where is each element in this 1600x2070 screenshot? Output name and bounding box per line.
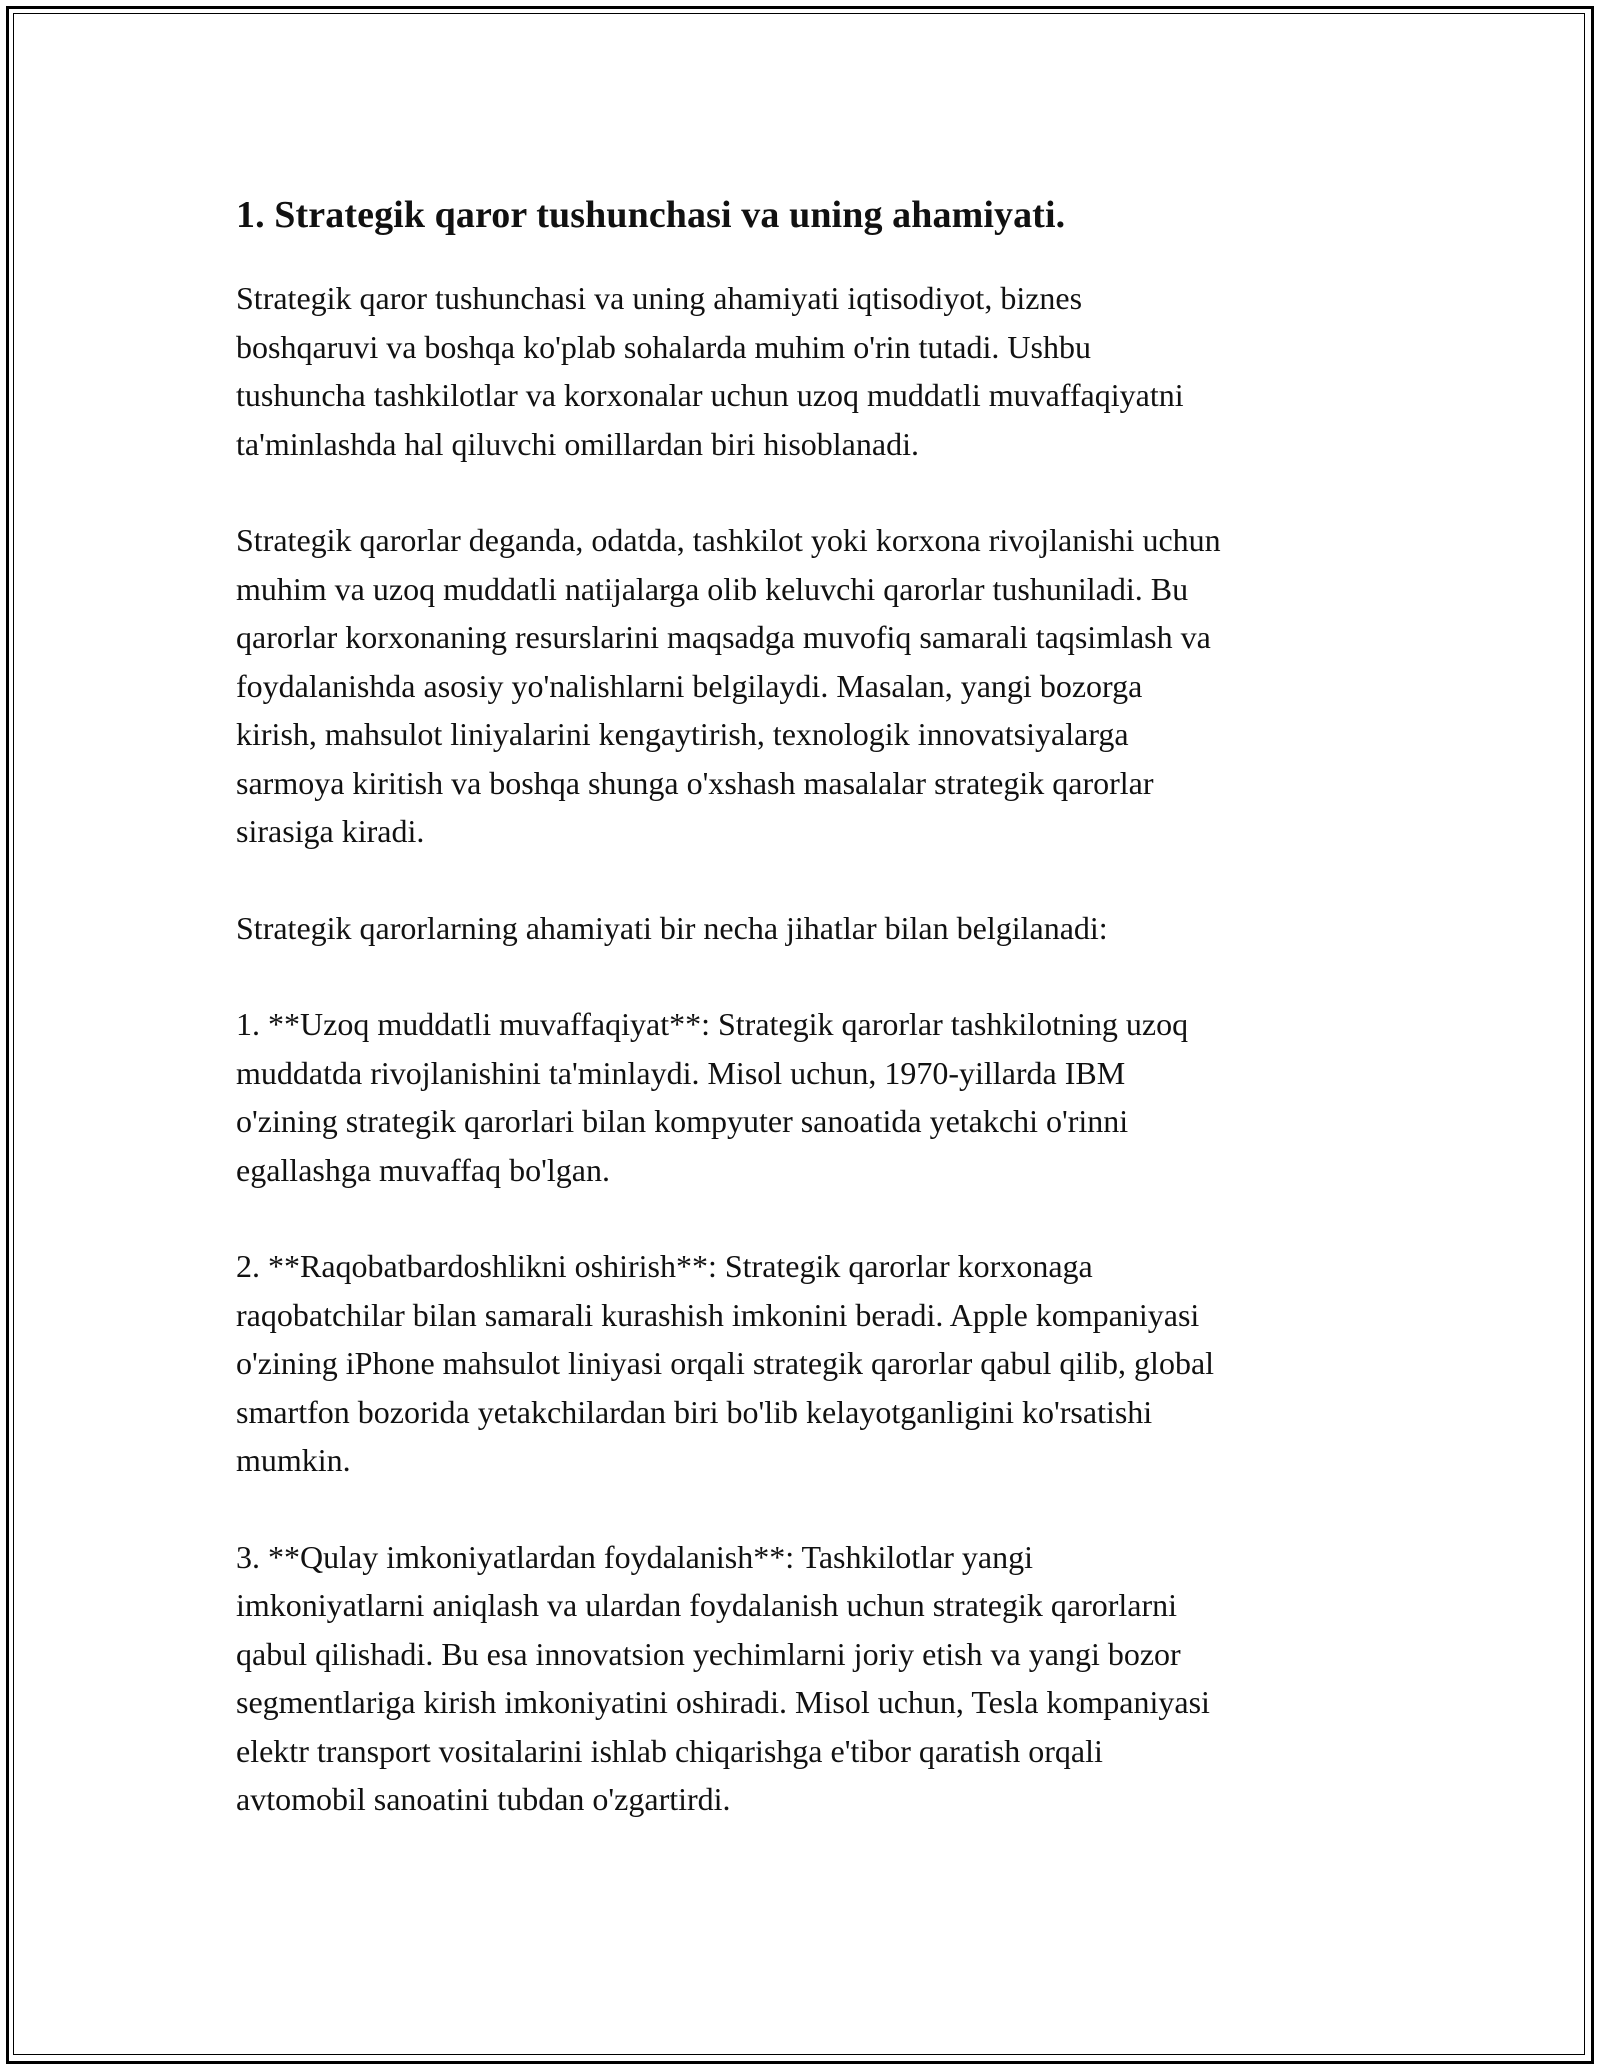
list-item-competitiveness: 2. **Raqobatbardoshlikni oshirish**: Strategik qarorlar korxonaga raqobatchilar bilan samarali kurashish imkonini beradi. Apple kompaniyasi o'zining iPhone mahsulot liniyasi orqali strategik qarorlar qabul qilib, global smartfon bozorida yetakchilardan biri bo'lib kelayotganligini ko'rsatishi mumkin. xyxy=(236,1248,1215,1478)
list-item-long-term-success: 1. **Uzoq muddatli muvaffaqiyat**: Strategik qarorlar tashkilotning uzoq muddatda rivojlanishini ta'minlaydi. Misol uchun, 1970-yillarda IBM o'zining strategik qarorlari bilan kompyuter sanoatida yetakchi o'rinni egallashga muvaffaq bo'lgan. xyxy=(236,1006,1189,1188)
document-body xyxy=(236,186,1376,1872)
paragraph-importance-lead: Strategik qarorlarning ahamiyati bir necha jihatlar bilan belgilanadi: xyxy=(236,909,1108,946)
document-title: 1. Strategik qaror tushunchasi va uning ahamiyati. xyxy=(236,194,1066,236)
paragraph-definition: Strategik qarorlar deganda, odatda, tashkilot yoki korxona rivojlanishi uchun muhim va uzoq muddatli natijalarga olib keluvchi qarorlar tushuniladi. Bu qarorlar korxonaning resurslarini maqsadga muvofiq samarali taqsimlash va foydalanishda asosiy yo'nalishlarni belgilaydi. Masalan, yangi bozorga kirish, mahsulot liniyalarini kengaytirish, texnologik innovatsiyalarga sarmoya kiritish va boshqa shunga o'xshash masalalar strategik qarorlar sirasiga kiradi. xyxy=(236,522,1221,849)
paragraph-intro: Strategik qaror tushunchasi va uning ahamiyati iqtisodiyot, biznes boshqaruvi va boshqa ko'plab sohalarda muhim o'rin tutadi. Ushbu tushuncha tashkilotlar va korxonalar uchun uzoq muddatli muvaffaqiyatni ta'minlashda hal qiluvchi omillardan biri hisoblanadi. xyxy=(236,280,1184,462)
list-item-opportunities: 3. **Qulay imkoniyatlardan foydalanish**: Tashkilotlar yangi imkoniyatlarni aniqlash va ulardan foydalanish uchun strategik qarorlarni qabul qilishadi. Bu esa innovatsion yechimlarni joriy etish va yangi bozor segmentlariga kirish imkoniyatini oshiradi. Misol uchun, Tesla kompaniyasi elektr transport vositalarini ishlab chiqarishga e'tibor qaratish orqali avtomobil sanoatini tubdan o'zgartirdi. xyxy=(236,1538,1210,1817)
